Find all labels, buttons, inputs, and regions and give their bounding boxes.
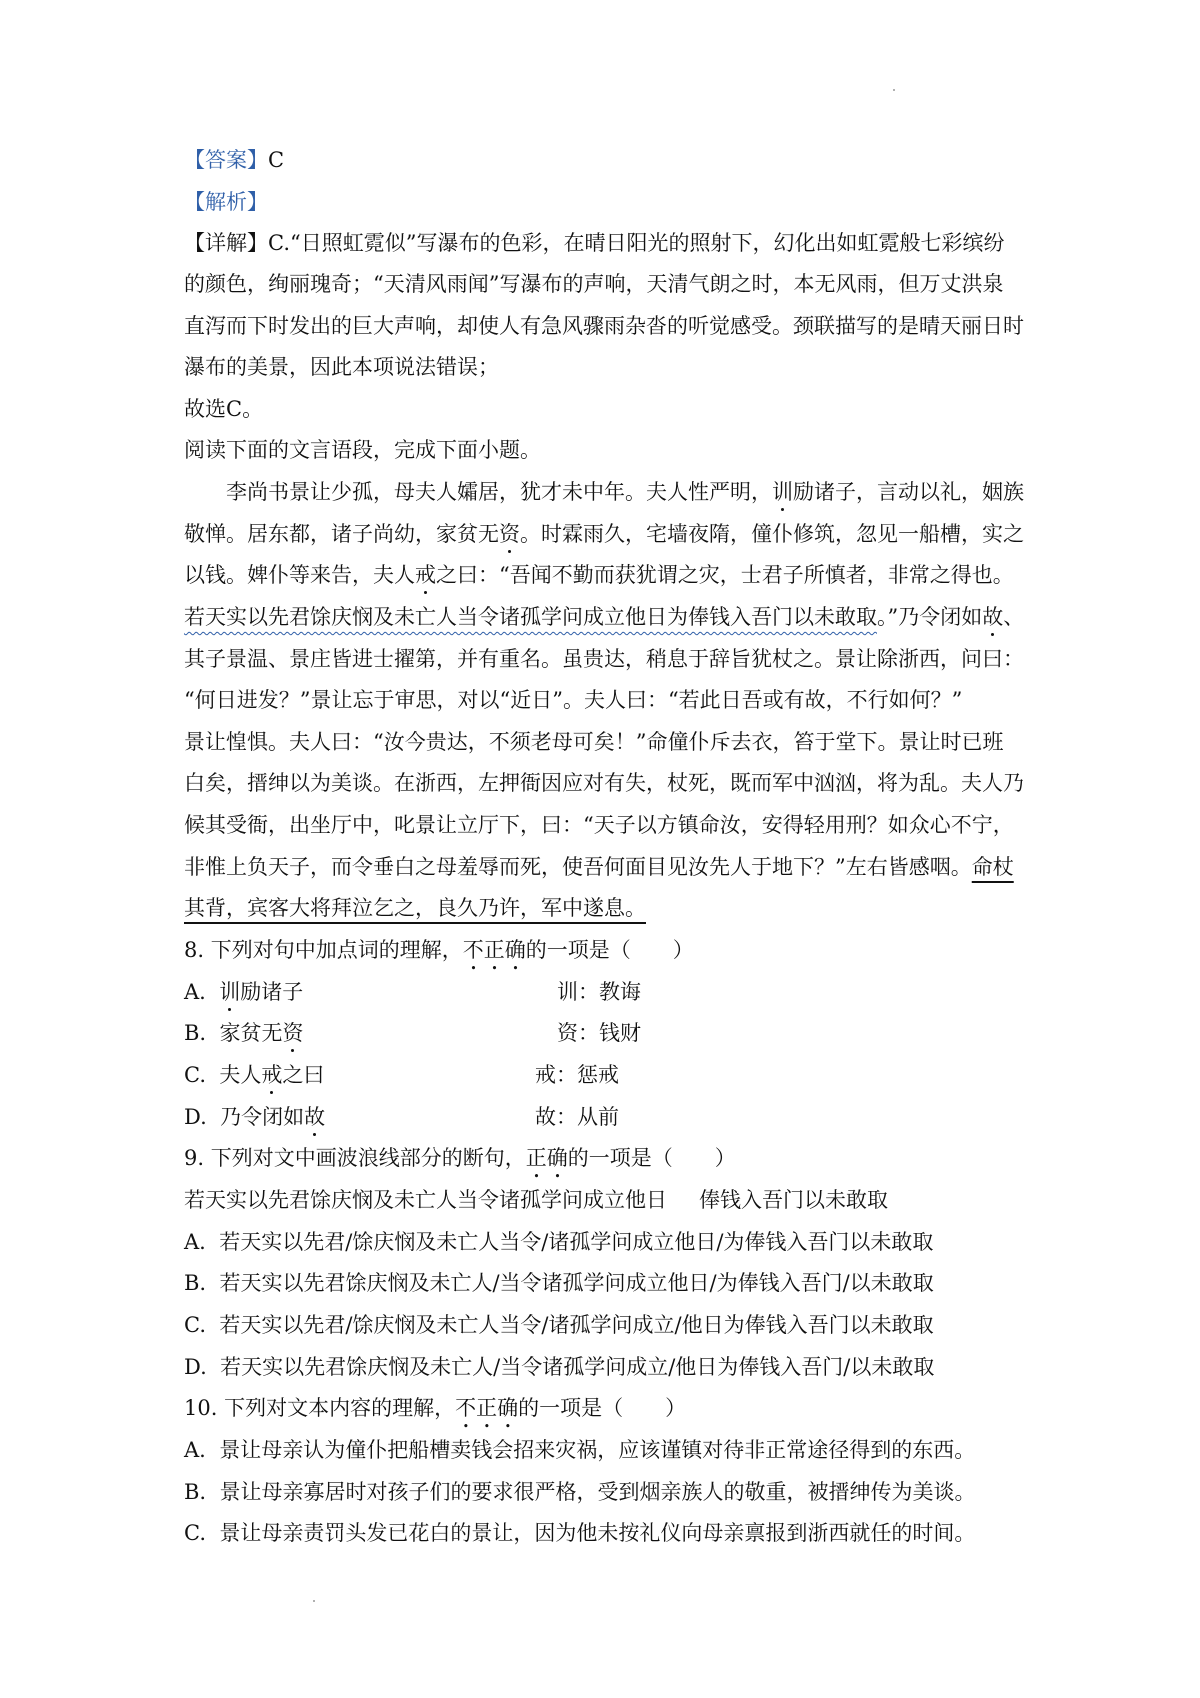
passage-text: 励诸子，言动以礼，姻族 <box>793 480 1024 504</box>
q10-emphasis: 不正确 <box>455 1396 519 1420</box>
q8-option-c-gloss: 戒：惩戒 <box>535 1063 619 1087</box>
passage-line-11 <box>184 894 646 922</box>
passage-text: 、 <box>1003 605 1025 629</box>
passage-text: 敬惮。居东都，诸子尚幼，家贫无 <box>184 522 499 546</box>
q9-option-c[interactable] <box>184 1311 934 1339</box>
scan-speck <box>313 1600 315 1602</box>
q8-option-d-gloss: 故：从前 <box>535 1105 619 1129</box>
q8-option-a[interactable] <box>184 978 303 1006</box>
detail-line-5: 故选C。 <box>184 397 264 421</box>
option-text: 家贫无 <box>219 1021 283 1045</box>
dotted-word: 故 <box>982 605 1004 629</box>
detail-label: 【详解】 <box>184 231 268 255</box>
dotted-word: 故 <box>304 1105 326 1129</box>
passage-line-2 <box>184 520 1024 548</box>
q8-stem-text: 8. 下列对句中加点词的理解， <box>184 938 463 962</box>
answer-line <box>184 146 284 174</box>
passage-text: 李尚书景让少孤，母夫人孀居，犹才未中年。夫人性严明， <box>226 480 772 504</box>
q9-emphasis: 正确 <box>525 1146 568 1170</box>
option-text: 励诸子 <box>240 980 304 1004</box>
dotted-word: 戒 <box>415 563 436 587</box>
q8-option-b[interactable] <box>184 1019 303 1047</box>
q9-option-b[interactable] <box>184 1269 934 1297</box>
q10-option-b[interactable] <box>184 1478 975 1506</box>
q9-sentence-part: 俸钱入吾门以未敢取 <box>699 1188 888 1212</box>
wavy-underlined-sentence: 若天实以先君馀庆悯及未亡人当令诸孤学问成立他日为俸钱入吾门以未敢取 <box>184 605 877 629</box>
q9-option-a[interactable] <box>184 1228 933 1256</box>
option-letter: A. <box>184 980 206 1004</box>
q9-option-d[interactable] <box>184 1353 934 1381</box>
passage-line-1 <box>226 478 1024 506</box>
q10-stem-text: 的一项是（ ） <box>518 1396 687 1420</box>
reading-intro: 阅读下面的文言语段，完成下面小题。 <box>184 438 541 462</box>
q9-stem-text: 9. 下列对文中画波浪线部分的断句， <box>184 1146 526 1170</box>
q8-option-a-gloss: 训：教诲 <box>557 980 641 1004</box>
passage-line-4 <box>184 603 1024 631</box>
q10-option-a[interactable] <box>184 1436 975 1464</box>
passage-text: 以钱。婢仆等来告，夫人 <box>184 563 415 587</box>
q10-option-c[interactable] <box>184 1519 975 1547</box>
option-text: 若天实以先君/馀庆悯及未亡人当令/诸孤学问成立他日/为俸钱入吾门以未敢取 <box>219 1230 934 1254</box>
option-text: 乃令闭如 <box>220 1105 305 1129</box>
q9-sentence <box>184 1186 888 1214</box>
q9-sentence-part: 若天实以先君馀庆悯及未亡人当令诸孤学问成立他日 <box>184 1188 667 1212</box>
answer-label: 【答案】 <box>184 148 268 172</box>
q10-stem <box>184 1394 686 1433</box>
option-text: 若天实以先君馀庆悯及未亡人/当令诸孤学问成立他日/为俸钱入吾门/以未敢取 <box>219 1271 934 1295</box>
option-text: 若天实以先君/馀庆悯及未亡人当令/诸孤学问成立/他日为俸钱入吾门以未敢取 <box>219 1313 934 1337</box>
option-text: 景让母亲寡居时对孩子们的要求很严格，受到烟亲族人的敬重，被搢绅传为美谈。 <box>219 1480 976 1504</box>
option-text: 若天实以先君馀庆悯及未亡人/当令诸孤学问成立/他日为俸钱入吾门/以未敢取 <box>220 1355 935 1379</box>
q9-stem <box>184 1144 736 1183</box>
option-text: 夫人 <box>219 1063 262 1087</box>
option-letter: B. <box>184 1271 207 1295</box>
detail-text: C.“日照虹霓似”写瀑布的色彩，在晴日阳光的照射下，幻化出如虹霓般七彩缤纷 <box>268 231 1005 255</box>
passage-text: 非惟上负天子，而令垂白之母羞辱而死，使吾何面目见汝先人于地下？”左右皆感咽。 <box>184 855 972 879</box>
passage-line-10 <box>184 853 1014 881</box>
passage-text: 。”乃令闭如 <box>877 605 983 629</box>
answer-value: C <box>268 148 285 172</box>
detail-line-4: 瀑布的美景，因此本项说法错误； <box>184 355 499 379</box>
option-letter: C. <box>184 1521 206 1545</box>
option-letter: C. <box>184 1063 206 1087</box>
dotted-word: 训 <box>772 480 793 504</box>
option-letter: D. <box>184 1355 207 1379</box>
passage-line-6: “何日进发？”景让忘于审思，对以“近日”。夫人曰：“若此日吾或有故，不行如何？” <box>184 688 963 712</box>
passage-line-5: 其子景温、景庄皆进士擢第，并有重名。虽贵达，稍息于辞旨犹杖之。景让除浙西，问曰： <box>184 647 1024 671</box>
detail-line-3: 直泻而下时发出的巨大声响，却使人有急风骤雨杂沓的听觉感受。颈联描写的是晴天丽日时 <box>184 314 1024 338</box>
dotted-word: 资 <box>282 1021 304 1045</box>
q8-emphasis: 不正确 <box>462 938 526 962</box>
option-text: 景让母亲责罚头发已花白的景让，因为他未按礼仪向母亲禀报到浙西就任的时间。 <box>219 1521 976 1545</box>
q8-option-b-gloss: 资：钱财 <box>557 1021 641 1045</box>
option-letter: C. <box>184 1313 206 1337</box>
detail-line-2: 的颜色，绚丽瑰奇；“天清风雨闻”写瀑布的声响，天清气朗之时，本无风雨，但万丈洪泉 <box>184 272 1004 296</box>
scan-speck <box>893 89 895 91</box>
option-letter: B. <box>184 1021 207 1045</box>
q10-stem-text: 10. 下列对文本内容的理解， <box>184 1396 456 1420</box>
q8-stem <box>184 936 694 975</box>
underlined-sentence: 命杖 <box>971 855 1014 879</box>
detail-line-1 <box>184 229 1004 257</box>
passage-text: 之曰：“吾闻不勤而获犹谓之灾，士君子所慎者，非常之得也。 <box>436 563 1014 587</box>
q8-stem-text: 的一项是（ ） <box>525 938 694 962</box>
dotted-word: 资 <box>499 522 520 546</box>
q8-option-d[interactable] <box>184 1103 325 1131</box>
option-letter: D. <box>184 1105 207 1129</box>
option-letter: A. <box>184 1230 206 1254</box>
option-text: 景让母亲认为僮仆把船槽卖钱会招来灾祸，应该谨镇对待非正常途径得到的东西。 <box>219 1438 976 1462</box>
q8-option-c[interactable] <box>184 1061 324 1089</box>
passage-line-8: 白矣，搢绅以为美谈。在浙西，左押衙因应对有失，杖死，既而军中汹汹，将为乱。夫人乃 <box>184 771 1024 795</box>
passage-line-7: 景让惶惧。夫人曰：“汝今贵达，不须老母可矣！”命僮仆斥去衣，笞于堂下。景让时已班 <box>184 730 1004 754</box>
analysis-label: 【解析】 <box>184 190 268 214</box>
option-letter: A. <box>184 1438 206 1462</box>
passage-line-9: 候其受衙，出坐厅中，叱景让立厅下，曰：“天子以方镇命汝，安得轻用刑？如众心不宁， <box>184 813 1014 837</box>
passage-text: 。时霖雨久，宅墙夜隋，僮仆修筑，忽见一船槽，实之 <box>520 522 1024 546</box>
dotted-word: 训 <box>219 980 241 1004</box>
dotted-word: 戒 <box>261 1063 283 1087</box>
option-text: 之曰 <box>282 1063 325 1087</box>
option-letter: B. <box>184 1480 207 1504</box>
underlined-sentence: 其背，宾客大将拜泣乞之，良久乃许，军中遂息。 <box>184 896 646 920</box>
passage-line-3 <box>184 561 1014 589</box>
q9-stem-text: 的一项是（ ） <box>567 1146 736 1170</box>
